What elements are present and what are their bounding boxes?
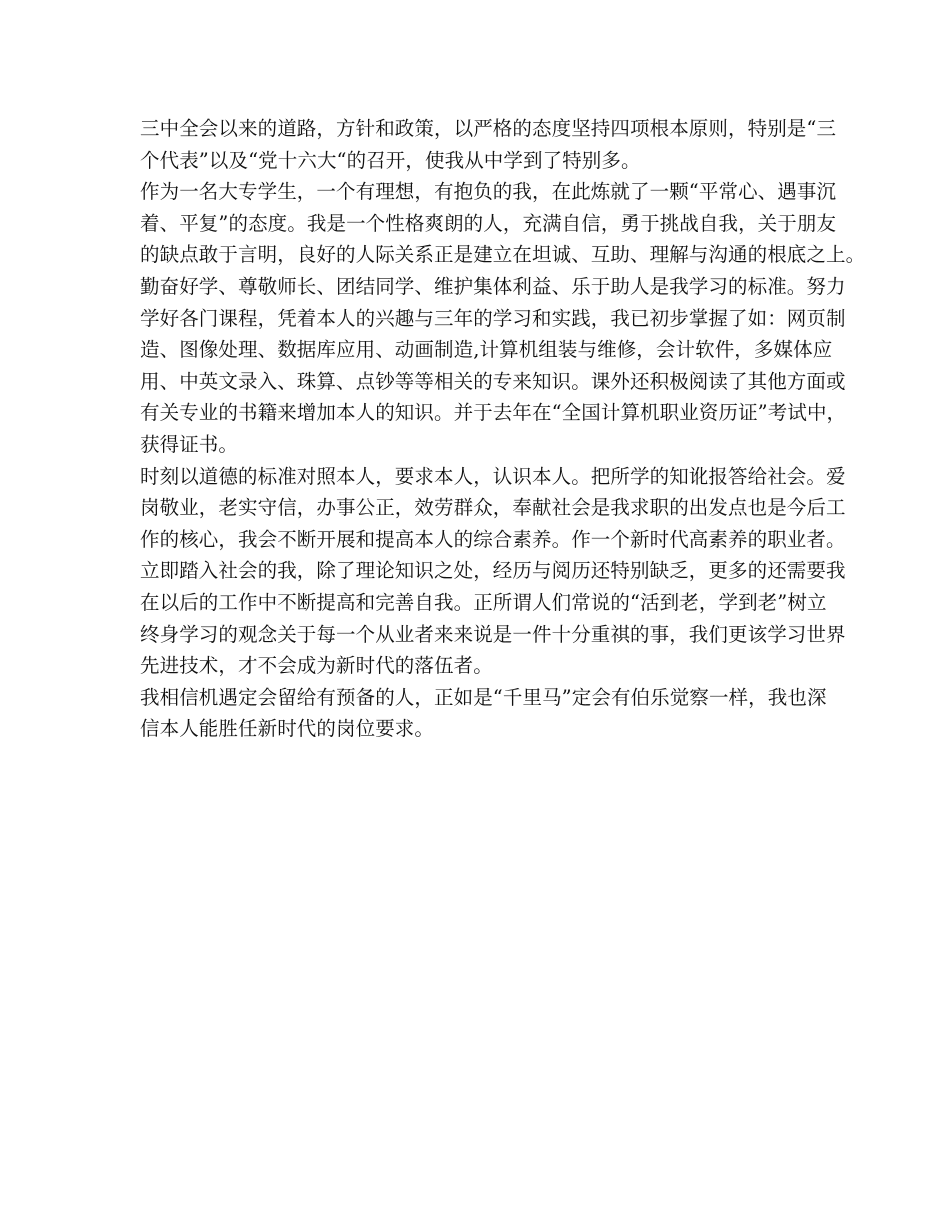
text-line: 造、图像处理、数据库应用、动画制造,计算机组装与维修，会计软件，多媒体应 bbox=[140, 338, 833, 362]
text-line: 有关专业的书籍来增加本人的知识。并于去年在“全国计算机职业资历证”考试中， bbox=[140, 401, 847, 425]
text-line: 用、中英文录入、珠算、点钞等等相关的专来知识。课外还积极阅读了其他方面或 bbox=[140, 369, 846, 393]
text-line: 终身学习的观念关于每一个从业者来来说是一件十分重祺的事，我们更该学习世界 bbox=[140, 622, 846, 646]
text-line: 作为一名大专学生，一个有理想，有抱负的我，在此炼就了一颗“平常心、遇事沉 bbox=[140, 180, 837, 204]
text-line: 的缺点敢于言明，良好的人际关系正是建立在坦诚、互助、理解与沟通的根底之上。 bbox=[140, 243, 866, 267]
text-line: 三中全会以来的道路，方针和政策，以严格的态度坚持四项根本原则，特别是“三 bbox=[140, 117, 837, 140]
text-line: 获得证书。 bbox=[140, 432, 239, 456]
text-line: 勤奋好学、尊敬师长、团结同学、维护集体利益、乐于助人是我学习的标准。努力 bbox=[140, 274, 846, 298]
text-line: 个代表”以及“党十六大“的召开，使我从中学到了特别多。 bbox=[140, 148, 641, 172]
text-line: 学好各门课程，凭着本人的兴趣与三年的学习和实践，我已初步掌握了如：网页制 bbox=[140, 306, 846, 330]
document-body bbox=[140, 113, 866, 745]
text-line: 立即踏入社会的我，除了理论知识之处，经历与阅历还特别缺乏，更多的还需要我 bbox=[140, 559, 846, 583]
text-line: 我相信机遇定会留给有预备的人，正如是“千里马”定会有伯乐觉察一样，我也深 bbox=[140, 685, 827, 709]
text-line: 信本人能胜任新时代的岗位要求。 bbox=[140, 717, 435, 741]
text-line: 着、平复”的态度。我是一个性格爽朗的人，充满自信，勇于挑战自我，关于朋友 bbox=[140, 211, 837, 235]
text-line: 在以后的工作中不断提高和完善自我。正所谓人们常说的“活到老，学到老”树立 bbox=[140, 590, 827, 614]
text-line: 先进技术，才不会成为新时代的落伍者。 bbox=[140, 654, 493, 678]
text-line: 岗敬业，老实守信，办事公正，效劳群众，奉献社会是我求职的出发点也是今后工 bbox=[140, 496, 846, 520]
text-line: 作的核心，我会不断开展和提高本人的综合素养。作一个新时代高素养的职业者。 bbox=[140, 527, 846, 551]
text-line: 时刻以道德的标准对照本人，要求本人，认识本人。把所学的知讹报答给社会。爱 bbox=[140, 464, 846, 488]
